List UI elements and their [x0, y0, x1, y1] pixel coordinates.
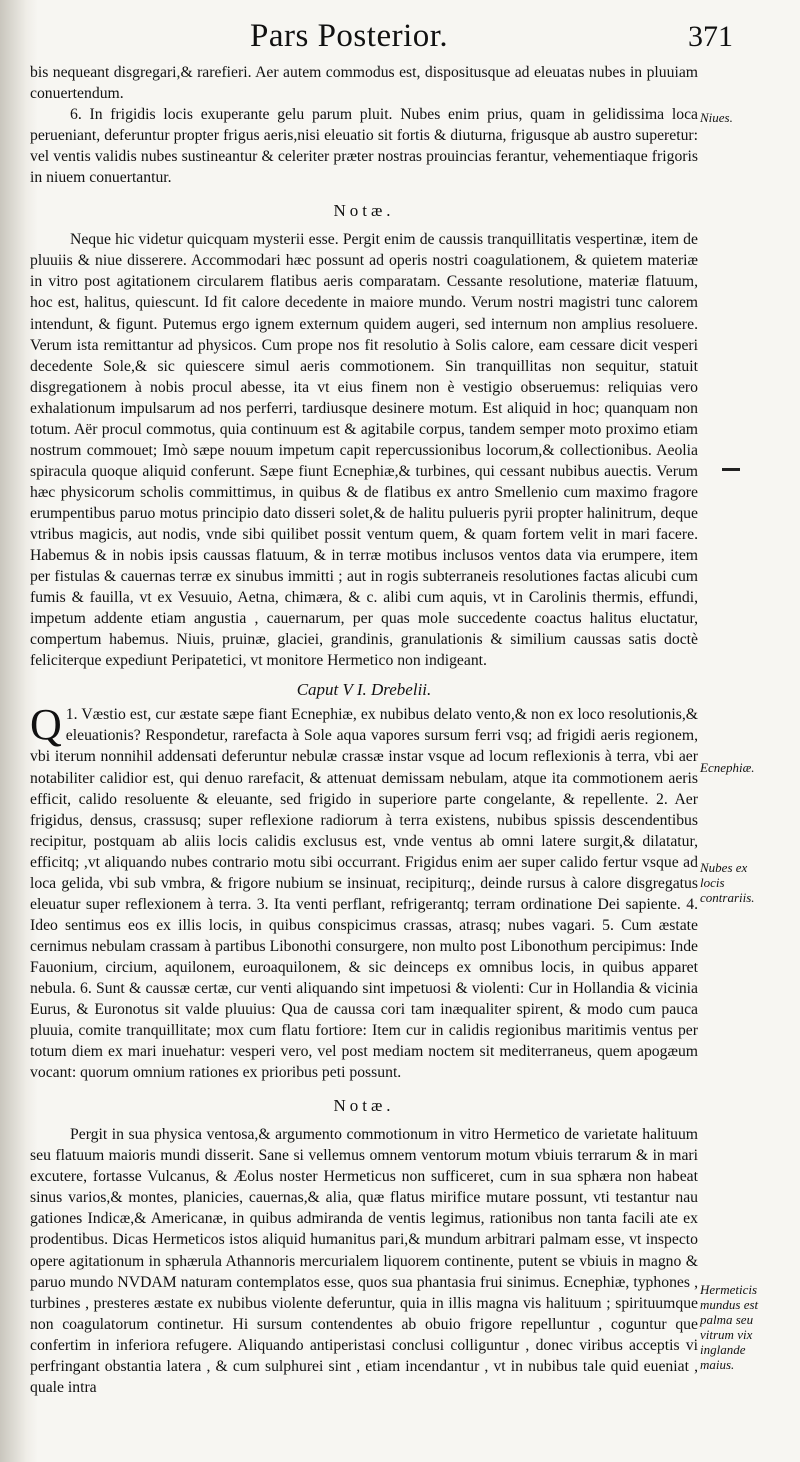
page-header: [0, 0, 800, 66]
dropcap-letter: Q: [30, 700, 62, 750]
margin-note-ecnephiae: Ecnephiæ.: [700, 760, 755, 775]
section-heading-notae-1: Notæ.: [333, 201, 395, 221]
section-heading-notae-2: Notæ.: [333, 1096, 395, 1116]
paragraph-2: 6. In frigidis locis exuperante gelu parum pluit. Nubes enim prius, quam in gelidissima loca perueniant, deferuntur propter frigus aeris,nisi eleuatio sit fortis & diuturna, frigusque ab austro superetur: vel ventis validis nubes sustineantur & celeriter præter nostras prouincias ferantur, vehementiaque frigoris in niuem conuertantur.: [30, 106, 698, 187]
paragraph-3: Neque hic videtur quicquam mysterii esse. Pergit enim de caussis tranquillitatis vespertinæ, item de pluuiis & niue disserere. Accommodari hæc possunt ad operis nostri coagulationem, & quietem materiæ in vitro post agitationem circularem flatibus aeris comparatam. Cessante resolutione, materiæ flatuum, hoc est, halitus, quiescunt. Id fit calore decedente in maiore mundo. Verum nostri magistri tunc calorem intendunt, & figunt. Putemus ergo ignem externum quidem augeri, sed internum non amplius resoluere. Verum ista remittantur ad physicos. Cum prope nos fit resolutio à Solis calore, eam cessare dicit vesperi decedente Sole,& sic quiescere simul aeris commotionem. Sin tranquillitas non sequitur, statuit disgregationem à nobis procul abesse, ita vt eius finem non è vestigio obseruemus: reliquias vero exhalationum impulsarum ad nos perferri, tardiusque desinere motum. Est aliquid in hoc; quanquam non totum. Aër procul commotus, quia continuum est & agitabile corpus, tandem semper moto proximo etiam nostrum commouet; Imò sæpe nouum impetum capit repercussionibus locorum,& collectionibus. Aeolia spiracula quoque aliquid conferunt. Sæpe fiunt Ecnephiæ,& turbines, qui cessant nubibus auectis. Verum hæc physicorum scholis committimus, in quibus & de flatibus ex antro Smellenio cum maximo fragore erumpentibus paruo motus principio dato disseri solet,& de halitu pulueris pyrii propter halinitrum, deque vtribus magicis, aut nodis, vnde sibi quilibet possit ventum quem, & quam fortem velit in mari facere. Habemus & in nobis ipsis caussas flatuum, & in terræ motibus inclusos ventos data via erumpere, item per fistulas & cauernas terræ ex sinubus immitti ; aut in rogis subterraneis resolutiones factas alicubi cum fumis & fauilla, vt ex Vesuuio, Aetna, chimæra, & c. alibi cum aquis, vt in Carolinis thermis, effundi, impetum addente etiam angustia , cauernarum, per quas mole succedente coactus halitus eluctatur, compertum habemus. Niuis, pruinæ, glaciei, grandinis, granulationis & similium caussas satis doctè feliciterque expediunt Peripatetici, vt monitore Hermetico non indigeant.: [30, 231, 698, 670]
margin-note-hermeticis: Hermeticis mundus est palma seu vitrum vix inglande maius.: [700, 1282, 759, 1372]
paragraph-5: Pergit in sua physica ventosa,& argumento commotionum in vitro Hermetico de varietate halituum seu flatuum maioris mundi disserit. Sane si vellemus omnem ventorum motum vbiuis terrarum & in mari excutere, fortasse Vulcanus, & Æolus noster Hermeticus non sufficeret, cum in sua sphæra non habeat sinus varios,& montes, planicies, cauernas,& alia, quæ flatus mirifice mutare possunt, vti testantur nau gationes Indicæ,& Americanæ, in quibus admiranda de ventis legimus, rationibus non tanta facili ate ex prodentibus. Dicas Hermeticos istos aliquid humanitus pari,& mundum arbitrari palmam esse, vt inspecto opere agitationum in sphærula Athannoris mercurialem liquorem continente, putent se vbiuis in magno & paruo mundo NVDAM naturam contemplatos esse, quos sua phantasia frui sinimus. Ecnephiæ, typhones , turbines , presteres æstate ex nubibus violente deferuntur, quia in illis magna vis halituum ; spirituumque non coagulatorum continetur. Hi sursum contendentes ab obuio frigore repelluntur , coguntur que confertim in inferiora refugere. Aliquando antiperistasi conclusi colliguntur , donec viribus acceptis vi perfringant obstantia latera , & cum sulphurei sint , etiam incendantur , vt in nubibus tale quid eueniat , quale intra: [30, 1126, 698, 1396]
paragraph-4-text: 1. Væstio est, cur æstate sæpe fiant Ecnephiæ, ex nubibus delato vento,& non ex loco resolutionis,& eleuationis? Respondetur, rarefacta à Sole aqua vapores sursum ferri vsq; ad frigidi aeris regionem, vbi iterum nonnihil addensati deferuntur nebulæ crassæ instar vsque ad locum reflexionis à terra, vbi aer notabiliter calidior est, qui denuo rarefacit, & attenuat demissam nebulam, atque ita commotionem aeris efficit, calido resoluente & eleuante, sed frigido in superiore parte congelante, & repellente. 2. Aer frigidus, densus, crassusq; super reflexione radiorum à terra existens, nubibus spissis descendentibus recipitur, postquam ab aliis locis calidis exclusus est, vnde ventus ab omni latere surgit,& dilatatur, efficitq; ,vt aliquando nubes contrario motu sibi occurrant. Frigidus enim aer super calido fertur vsque ad loca gelida, vbi sub vmbra, & frigore nubium se insinuat, recipiturq;, deinde rursus à calore disgregatus eleuatur super reflexionem à terra. 3. Ita venti perflant, refrigerantq; terram ordinatione Dei sapiente. 4. Ideo sentimus eos ex illis locis, in quibus conspicimus crassas, atrasq; nubes vagari. 5. Cum æstate cernimus nebulam crassam à partibus Libonothi consurgere, non multo post Libonothum percipimus: Inde Fauonium, circium, aquilonem, euroaquilonem, & sic deinceps ex omnibus locis, in quibus apparet nebula. 6. Sunt & caussæ certæ, cur venti aliquando sint impetuosi & violenti: Cur in Hollandia & vicinia Eurus, & Euronotus sit valde pluuius: Qua de caussa cori tam inæqualiter spirent, & modo cum pauca pluuia, comite tranquillitate; mox cum flatu fortiore: Item cur in calidis regionibus maritimis ventus per totum diem ex mari inuehatur: vesperi vero, vel post mediam noctem sit mediterraneus, quem apogæum vocant: quorum omnium rationes ex prioribus peti possunt.: [30, 706, 698, 1082]
paragraph-4: [30, 700, 698, 1083]
margin-note-niues: Niues.: [700, 110, 733, 125]
chapter-heading: Caput V I. Drebelii.: [296, 680, 432, 700]
running-title: Pars Posterior.: [250, 18, 449, 54]
paragraph-1: bis nequeant disgregari,& rarefieri. Aer autem commodus est, dispositusque ad eleuatas nubes in pluuiam conuertendum.: [30, 64, 698, 103]
page-number: 371: [688, 20, 733, 53]
margin-note-nubes: Nubes ex locis contrariis.: [700, 860, 755, 905]
margin-tick-mark: [722, 468, 740, 471]
body-text-column: [30, 62, 698, 1398]
